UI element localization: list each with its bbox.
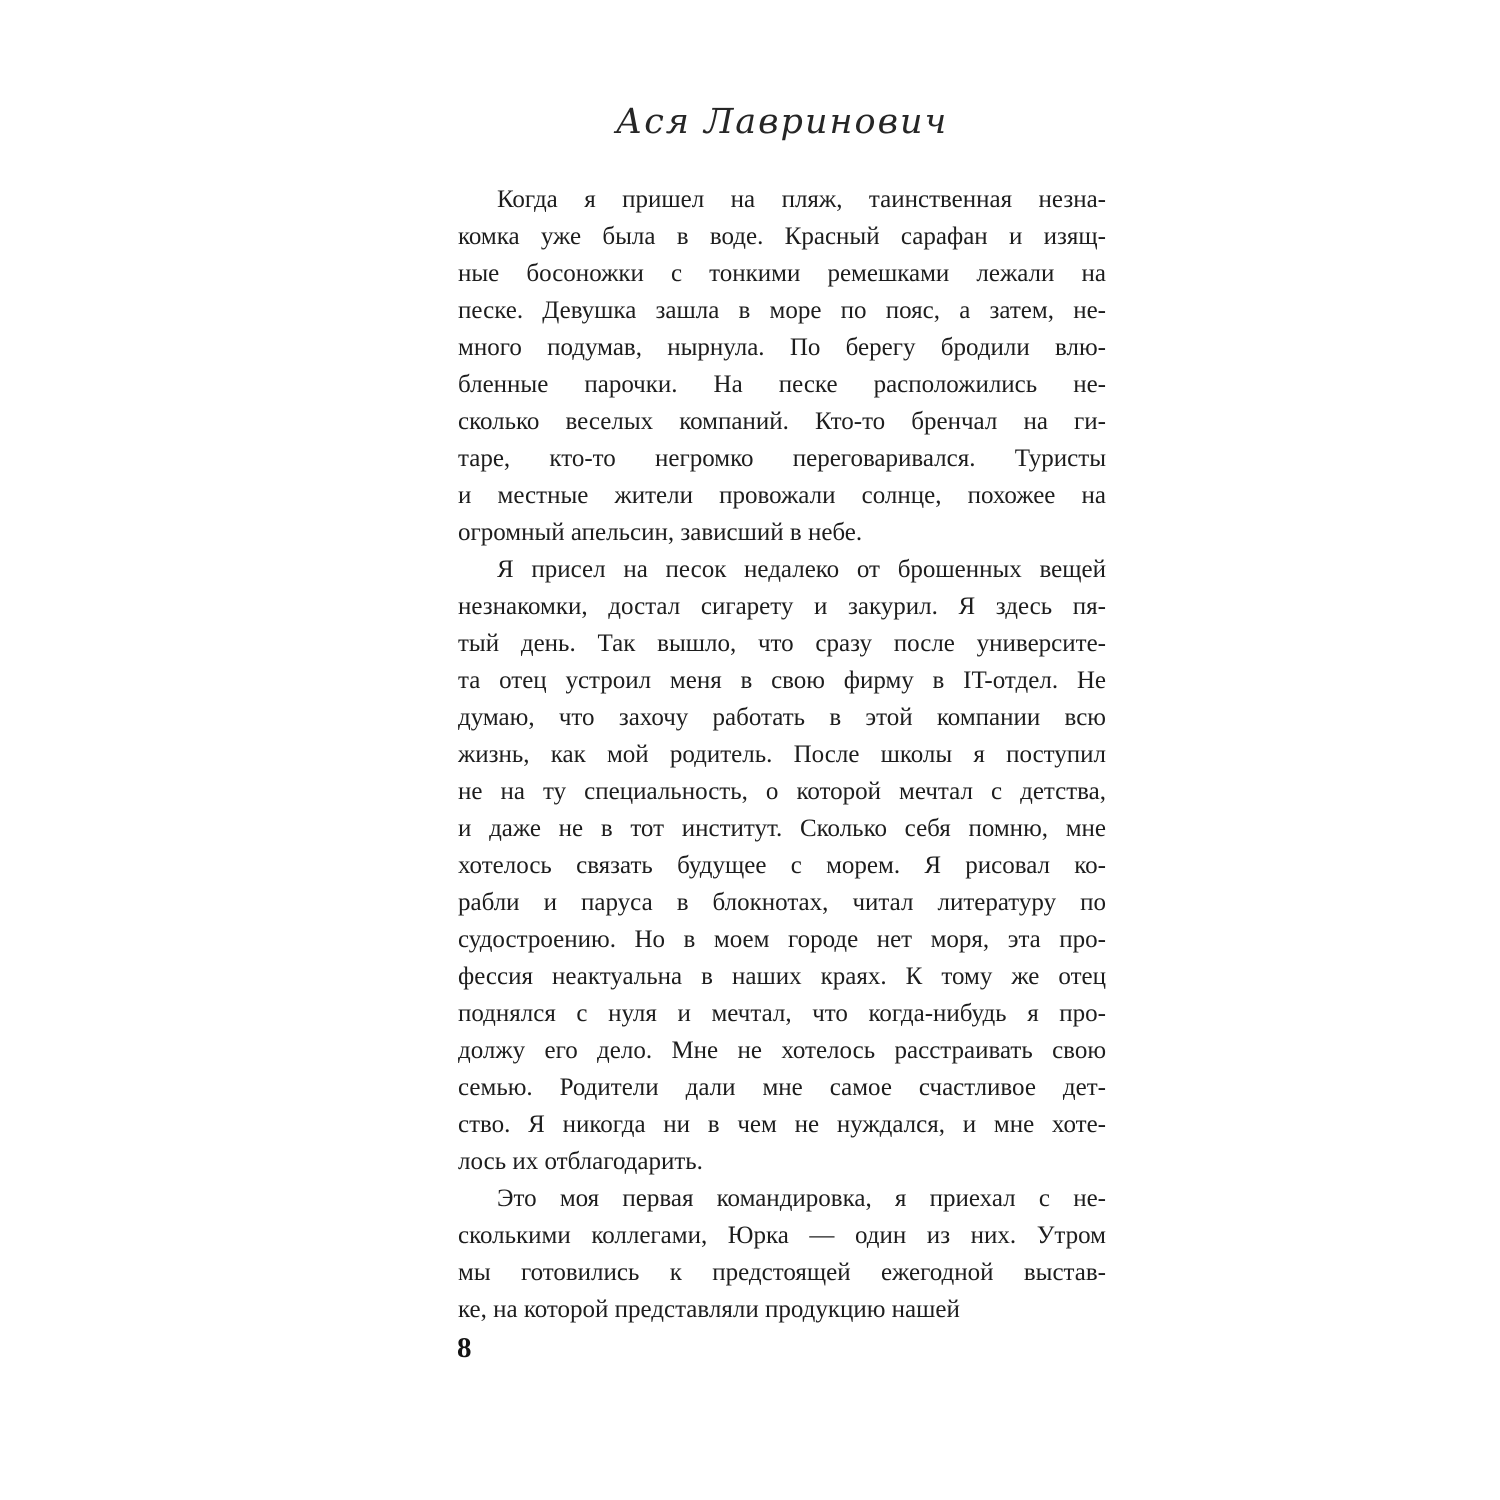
text-line: не на ту специальность, о которой мечтал с детства,: [458, 778, 1106, 805]
text-line: и местные жители провожали солнце, похожее на: [458, 482, 1106, 509]
text-line: сколькими коллегами, Юрка — один из них. Утром: [458, 1222, 1106, 1249]
text-line: семью. Родители дали мне самое счастливое дет-: [458, 1074, 1106, 1101]
text-line: огромный апельсин, зависший в небе.: [458, 519, 863, 546]
text-line: песке. Девушка зашла в море по пояс, а затем, не-: [458, 297, 1106, 324]
text-line: Я присел на песок недалеко от брошенных вещей: [497, 556, 1106, 583]
text-line: таре, кто-то негромко переговаривался. Туристы: [458, 445, 1106, 472]
text-line: Когда я пришел на пляж, таинственная незна-: [497, 186, 1106, 213]
paragraph: [458, 181, 1106, 551]
page-number: 8: [457, 1332, 472, 1364]
text-line: и даже не в тот институт. Сколько себя помню, мне: [458, 815, 1106, 842]
text-line: должу его дело. Мне не хотелось расстраивать свою: [458, 1037, 1106, 1064]
text-line: ные босоножки с тонкими ремешками лежали на: [458, 260, 1106, 287]
text-line: незнакомки, достал сигарету и закурил. Я здесь пя-: [458, 593, 1106, 620]
text-line: фессия неактуальна в наших краях. К тому же отец: [458, 963, 1106, 990]
text-line: мы готовились к предстоящей ежегодной выстав-: [458, 1259, 1106, 1286]
body-text: [458, 181, 1106, 1328]
text-line: судостроению. Но в моем городе нет моря, эта про-: [458, 926, 1106, 953]
author-header: Ася Лавринович: [615, 102, 949, 142]
text-line: лось их отблагодарить.: [458, 1148, 703, 1175]
text-line: комка уже была в воде. Красный сарафан и изящ-: [458, 223, 1106, 250]
text-line: Это моя первая командировка, я приехал с не-: [497, 1185, 1106, 1212]
text-line: жизнь, как мой родитель. После школы я поступил: [458, 741, 1106, 768]
text-line: ке, на которой представляли продукцию нашей: [458, 1296, 960, 1323]
paragraph: [458, 551, 1106, 1180]
text-line: та отец устроил меня в свою фирму в IT-отдел. Не: [458, 667, 1106, 694]
text-line: хотелось связать будущее с морем. Я рисовал ко-: [458, 852, 1106, 879]
text-line: ство. Я никогда ни в чем не нуждался, и мне хоте-: [458, 1111, 1106, 1138]
text-line: тый день. Так вышло, что сразу после университе-: [458, 630, 1106, 657]
text-line: бленные парочки. На песке расположились не-: [458, 371, 1106, 398]
text-line: сколько веселых компаний. Кто-то бренчал на ги-: [458, 408, 1106, 435]
text-line: поднялся с нуля и мечтал, что когда-нибудь я про-: [458, 1000, 1106, 1027]
text-line: много подумав, нырнула. По берегу бродили влю-: [458, 334, 1106, 361]
text-line: думаю, что захочу работать в этой компании всю: [458, 704, 1106, 731]
text-line: рабли и паруса в блокнотах, читал литературу по: [458, 889, 1106, 916]
paragraph: [458, 1180, 1106, 1328]
